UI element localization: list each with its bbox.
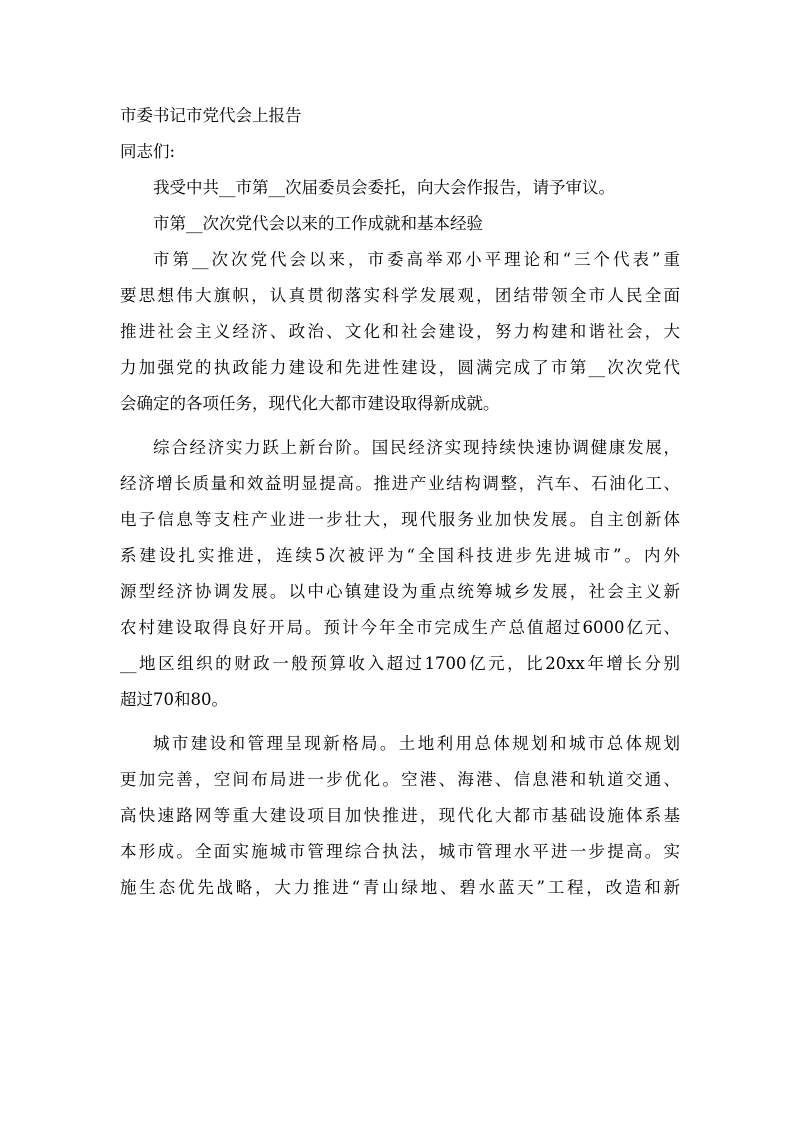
- paragraph-line: __地区组织的财政一般预算收入超过1700亿元，比20xx年增长分别: [120, 654, 680, 673]
- document-title: 市委书记市党代会上报告: [120, 106, 302, 125]
- paragraph-line: 更加完善，空间布局进一步优化。空港、海港、信息港和轨道交通、: [120, 770, 680, 789]
- paragraph-line: 我受中共__市第__次届委员会委托，向大会作报告，请予审议。: [153, 178, 615, 197]
- paragraph-line: 市第__次次党代会以来的工作成就和基本经验: [153, 214, 483, 233]
- paragraph-line: 力加强党的执政能力建设和先进性建设，圆满完成了市第__次次党代: [120, 358, 680, 377]
- paragraph-line: 会确定的各项任务，现代化大都市建设取得新成就。: [120, 394, 500, 413]
- paragraph-line: 系建设扎实推进，连续5次被评为“全国科技进步先进城市”。内外: [120, 546, 680, 565]
- paragraph-line: 高快速路网等重大建设项目加快推进，现代化大都市基础设施体系基: [120, 806, 680, 825]
- paragraph: [120, 170, 680, 206]
- paragraph-line: 施生态优先战略，大力推进“青山绿地、碧水蓝天”工程，改造和新: [120, 878, 680, 897]
- paragraph-line: 经济增长质量和效益明显提高。推进产业结构调整，汽车、石油化工、: [120, 474, 680, 493]
- paragraph-line: 推进社会主义经济、政治、文化和社会建设，努力构建和谐社会，大: [120, 322, 680, 341]
- greeting: 同志们:: [120, 142, 176, 161]
- paragraph-line: 农村建设取得良好开局。预计今年全市完成生产总值超过6000亿元、: [120, 618, 680, 637]
- paragraph-line: 源型经济协调发展。以中心镇建设为重点统筹城乡发展，社会主义新: [120, 582, 680, 601]
- paragraph-line: 超过70和80。: [120, 690, 228, 709]
- paragraph-line: 市第__次次党代会以来，市委高举邓小平理论和“三个代表”重: [153, 250, 680, 269]
- paragraph-line: 综合经济实力跃上新台阶。国民经济实现持续快速协调健康发展，: [153, 438, 680, 457]
- section-heading: [120, 206, 680, 242]
- paragraph-line: 城市建设和管理呈现新格局。土地利用总体规划和城市总体规划: [153, 734, 680, 753]
- document-body: [120, 98, 680, 906]
- paragraph: [120, 430, 680, 718]
- paragraph-line: 电子信息等支柱产业进一步壮大，现代服务业加快发展。自主创新体: [120, 510, 680, 529]
- paragraph-line: 要思想伟大旗帜，认真贯彻落实科学发展观，团结带领全市人民全面: [120, 286, 680, 305]
- paragraph: [120, 242, 680, 422]
- paragraph-line: 本形成。全面实施城市管理综合执法，城市管理水平进一步提高。实: [120, 842, 680, 861]
- paragraph: [120, 726, 680, 906]
